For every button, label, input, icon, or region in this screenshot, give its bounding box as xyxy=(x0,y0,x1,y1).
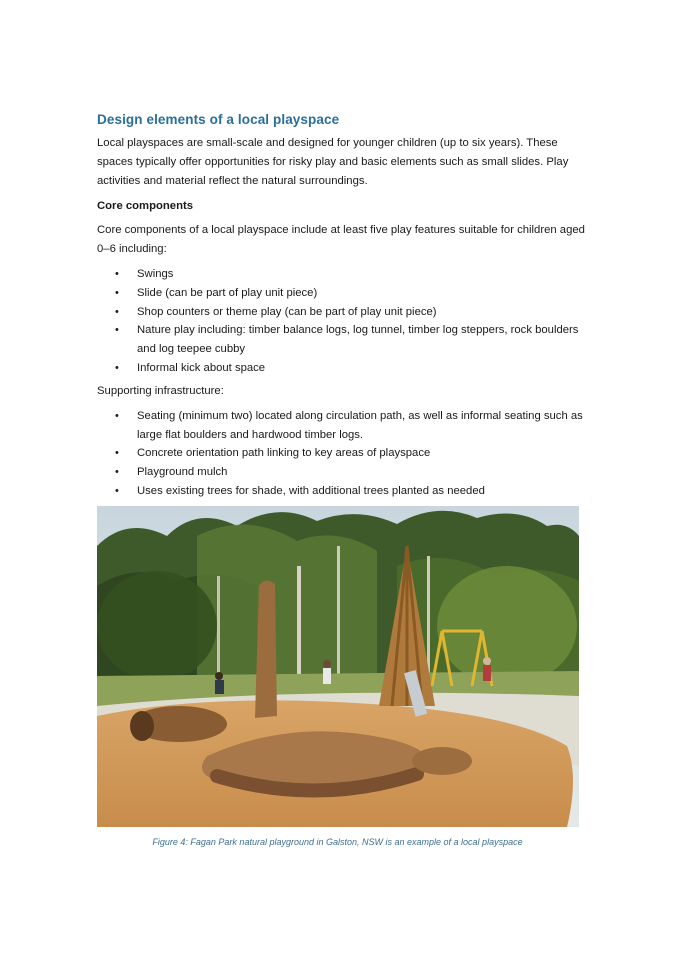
core-components-intro: Core components of a local playspace include at least five play features suitable for children aged 0–6 including: xyxy=(97,224,585,255)
list-item: • Slide (can be part of play unit piece) xyxy=(97,284,587,303)
list-item: • Seating (minimum two) located along circulation path, as well as informal seating such as large flat boulders and hardwood timber logs. xyxy=(97,407,587,445)
list-item: • Concrete orientation path linking to key areas of playspace xyxy=(97,444,587,463)
list-item: • Swings xyxy=(97,265,587,284)
supporting-infrastructure-heading: Supporting infrastructure: xyxy=(97,384,224,397)
core-components-heading: Core components xyxy=(97,200,194,212)
list-item: • Informal kick about space xyxy=(97,359,587,378)
section-heading: Design elements of a local playspace xyxy=(97,112,340,127)
list-item: • Uses existing trees for shade, with additional trees planted as needed xyxy=(97,482,587,501)
bullet-icon: • xyxy=(115,305,119,318)
bullet-icon: • xyxy=(115,268,119,280)
bullet-icon: • xyxy=(115,466,119,479)
list-item: • Shop counters or theme play (can be part of play unit piece) xyxy=(97,303,587,322)
supporting-infrastructure-list xyxy=(97,407,587,501)
document-body xyxy=(97,112,587,505)
bullet-icon: • xyxy=(115,447,119,460)
figure-caption: Figure 4: Fagan Park natural playground in Galston, NSW is an example of a local playspace xyxy=(152,837,523,847)
list-item: • Nature play including: timber balance logs, log tunnel, timber log steppers, rock boulders and log teepee cubby xyxy=(97,321,587,359)
bullet-icon: • xyxy=(115,361,119,374)
playground-photo xyxy=(97,506,579,827)
core-components-list xyxy=(97,265,587,378)
bullet-icon: • xyxy=(115,286,119,299)
intro-paragraph: Local playspaces are small-scale and designed for younger children (up to six years). These spaces typically offer opportunities for risky play and basic elements such as small slides. Play activities and material reflect the natural surroundings. xyxy=(97,137,569,187)
bullet-icon: • xyxy=(115,409,119,422)
bullet-icon: • xyxy=(115,484,119,497)
bullet-icon: • xyxy=(115,324,119,337)
list-item: • Playground mulch xyxy=(97,463,587,482)
